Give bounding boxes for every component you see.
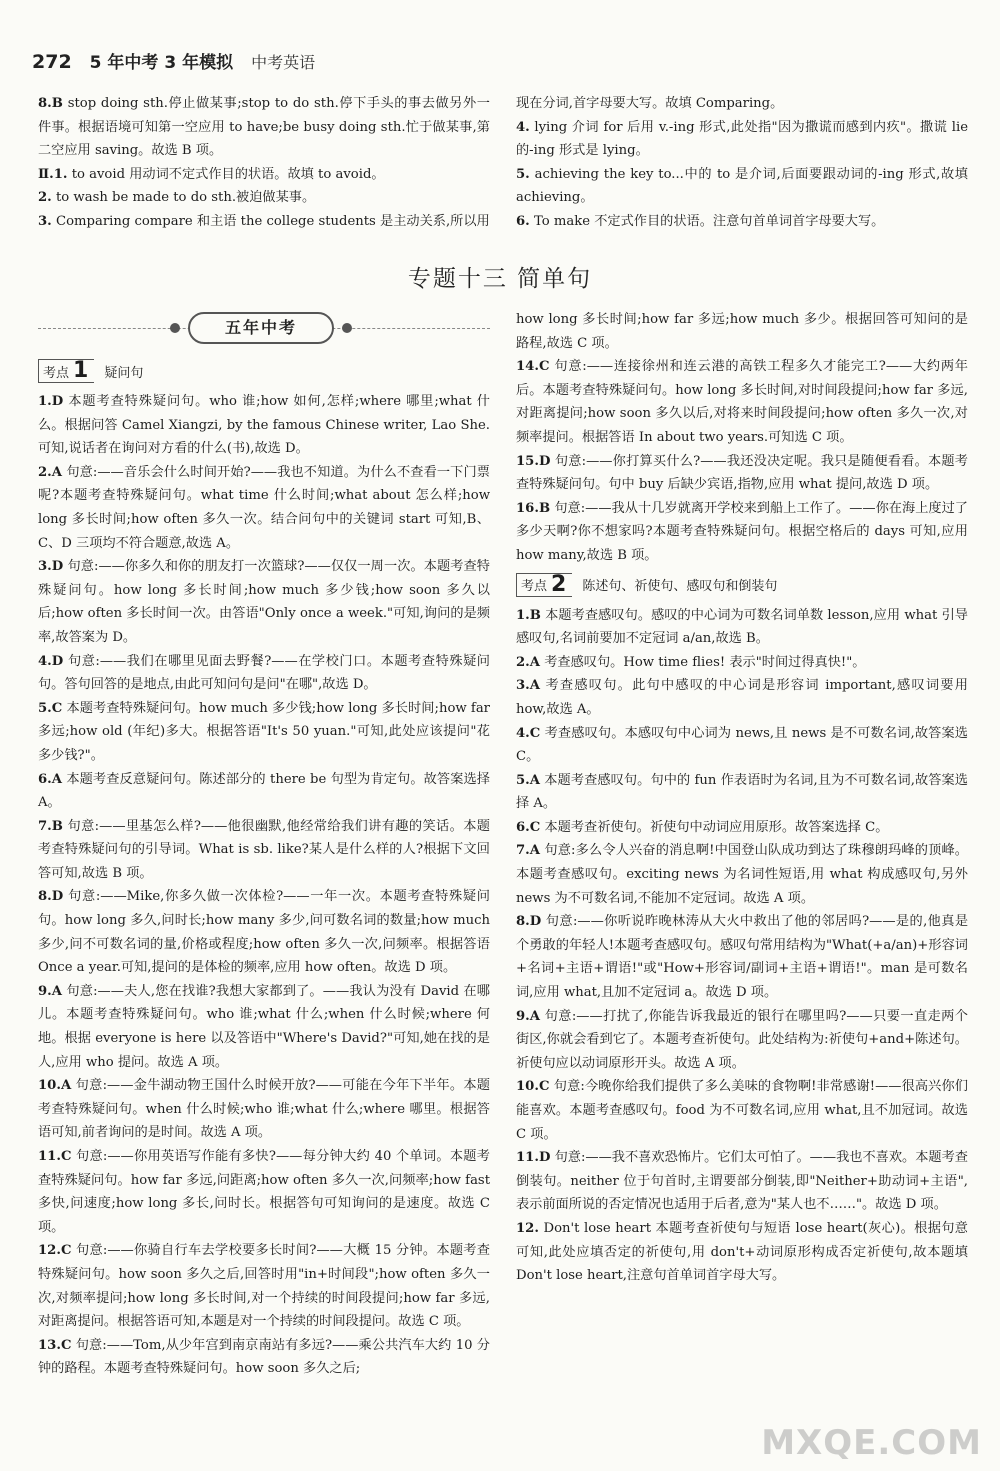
answer-text: 句意:——Tom,从少年宫到南京南站有多远?——乘公共汽车大约 10 分钟的路程。本题考查特殊疑问句。how soon 多久之后; (38, 1337, 490, 1377)
kaodian-heading-2 (516, 570, 968, 600)
answer-number: 5.C (38, 700, 63, 716)
answer-text: lying 介词 for 后用 v.-ing 形式,此处指"因为撒谎而感到内疚"。撒谎 lie 的-ing 形式是 lying。 (516, 119, 968, 159)
answer-item (38, 980, 490, 1074)
answer-text: 句意:——你听说昨晚林涛从大火中救出了他的邻居吗?——是的,他真是个勇敢的年轻人!本题考查感叹句。感叹句常用结构为"What(+a/an)+形容词+名词+主语+谓语!"或"How+形容词/副词+主语+谓语!"。man 是可数名词,应用 what,且加不定冠词 a。故选 D 项。 (516, 914, 969, 1001)
answer-item (516, 1005, 968, 1076)
answer-text: how long 多长时间;how far 多远;how much 多少。根据回答可知问的是路程,故选 C 项。 (516, 312, 968, 351)
answer-text: 考查感叹句。本感叹句中心词为 news,且 news 是不可数名词,故答案选 C。 (516, 725, 968, 765)
topic-title: 专题十三 简单句 (407, 266, 593, 292)
answer-number: 8.D (38, 889, 64, 905)
answer-number: 13.C (38, 1337, 72, 1353)
answer-number: 9.A (516, 1008, 540, 1024)
kaodian-label: 陈述句、祈使句、感叹句和倒装句 (582, 579, 778, 595)
book-subtitle: 中考英语 (251, 53, 316, 72)
page-number: 272 (32, 51, 72, 73)
kaodian-word: 考点 (521, 579, 548, 595)
answer-number: 3.D (38, 559, 64, 575)
watermark: MXQE.COM (761, 1423, 982, 1463)
answer-number: 5.A (516, 772, 540, 788)
answer-item (38, 1074, 490, 1145)
banner-dot-icon (342, 323, 352, 333)
answer-item (516, 163, 968, 210)
answer-text: 句意:——你打算买什么?——我还没决定呢。我只是随便看看。本题考查特殊疑问句。句中 buy 后缺少宾语,指物,应用 what 提问,故选 D 项。 (516, 453, 968, 493)
book-title: 5 年中考 3 年模拟 (89, 53, 234, 73)
right-items-part2 (516, 604, 968, 1288)
answer-item (516, 116, 968, 163)
kaodian-number: 2 (551, 571, 567, 597)
answer-text: To make 不定式作目的状语。注意句首单词首字母要大写。 (533, 213, 885, 229)
answer-number: 4. (516, 119, 530, 135)
answer-text: Comparing compare 和主语 the college students 是主动关系,所以用 (55, 213, 490, 229)
answer-number: Ⅱ.1. (38, 166, 68, 182)
answer-text: Don't lose heart 本题考查祈使句与短语 lose heart(灰心)。根据句意可知,此处应填否定的祈使句,用 don't+动词原形构成否定祈使句,故本题填 Don't lose heart,注意句首单词首字母大写。 (516, 1220, 968, 1284)
answer-number: 14.C (516, 359, 550, 375)
right-items-part1 (516, 308, 968, 568)
kaodian-heading-1 (38, 356, 490, 386)
answer-number: 3.A (516, 678, 540, 694)
answer-item (516, 722, 968, 769)
answer-number: 3. (38, 213, 52, 229)
answer-text: 现在分词,首字母要大写。故填 Comparing。 (516, 96, 784, 111)
answer-number: 7.B (38, 818, 63, 834)
answer-item (516, 92, 968, 116)
answer-item (38, 1239, 490, 1333)
answer-item (38, 461, 490, 555)
answer-text: 考查感叹句。How time flies! 表示"时间过得真快!"。 (544, 654, 866, 670)
answer-text: 本题考查祈使句。祈使句中动词应用原形。故答案选择 C。 (544, 819, 889, 835)
answer-text: to wash be made to do sth.被迫做某事。 (55, 190, 316, 206)
answer-text: 本题考查特殊疑问句。how much 多少钱;how long 多长时间;how far 多远;how old (年纪)多大。根据答语"It's 50 yuan."可知,此处应该提问"花多少钱?"。 (38, 700, 490, 763)
answer-number: 12. (516, 1220, 539, 1236)
answer-text: 本题考查反意疑问句。陈述部分的 there be 句型为肯定句。故答案选择 A。 (38, 771, 490, 811)
answer-number: 4.D (38, 653, 64, 669)
answer-number: 9.A (38, 983, 62, 999)
answer-number: 6.A (38, 771, 62, 787)
answer-text: 句意:今晚你给我们提供了多么美味的食物啊!非常感谢!——很高兴你们能喜欢。本题考查感叹句。food 为不可数名词,应用 what,且不加冠词。故选 C 项。 (516, 1079, 968, 1142)
answer-text: to avoid 用动词不定式作目的状语。故填 to avoid。 (71, 166, 385, 182)
answer-number: 8.D (516, 914, 542, 930)
answer-number: 12.C (38, 1243, 72, 1259)
answer-item (38, 768, 490, 815)
answer-text: 句意:——你骑自行车去学校要多长时间?——大概 15 分钟。本题考查特殊疑问句。how soon 多久之后,回答时用"in+时间段";how often 多久一次,对频率提问;how long 多长时间,对一个持续的时间段提问;how far 多远,对距离提问。根据答语可知,本题是对一个持续的时间段提问。故选 C 项。 (38, 1243, 490, 1330)
answer-number: 10.C (516, 1079, 550, 1095)
answer-text: 本题考查感叹句。感叹的中心词为可数名词单数 lesson,应用 what 引导感叹句,名词前要加不定冠词 a/an,故选 B。 (516, 607, 968, 647)
top-right-column (516, 92, 968, 234)
answer-item (516, 910, 968, 1004)
answer-text: 句意:——打扰了,你能告诉我最近的银行在哪里吗?——只要一直走两个街区,你就会看到它了。本题考查祈使句。此处结构为:祈使句+and+陈述句。祈使句应以动词原形开头。故选 A 项。 (516, 1008, 968, 1071)
answer-text: 句意:——里基怎么样?——他很幽默,他经常给我们讲有趣的笑话。本题考查特殊疑问句的引导词。What is sb. like?某人是什么样的人?根据下文回答可知,故选 B 项。 (38, 818, 490, 881)
kaodian-word: 考点 (43, 365, 70, 381)
answer-item (516, 355, 968, 449)
banner-dot-icon (170, 323, 180, 333)
answer-number: 8.B (38, 96, 63, 111)
answer-item (516, 210, 968, 234)
answer-number: 2. (38, 190, 52, 206)
answer-item (516, 839, 968, 910)
kaodian-box (38, 359, 94, 383)
answer-item (38, 885, 490, 979)
answer-item (516, 1075, 968, 1146)
section-banner (38, 312, 490, 342)
answer-number: 11.D (516, 1150, 551, 1166)
answer-item (38, 697, 490, 768)
banner-label: 五年中考 (188, 312, 334, 344)
answer-number: 5. (516, 166, 530, 182)
answer-text: 本题考查感叹句。句中的 fun 作表语时为名词,且为不可数名词,故答案选择 A。 (516, 772, 968, 812)
answer-item (516, 769, 968, 816)
answer-item (38, 1334, 490, 1381)
left-column (38, 354, 490, 1381)
answer-text: 句意:——我不喜欢恐怖片。它们太可怕了。——我也不喜欢。本题考查倒装句。neither 位于句首时,主谓要部分倒装,即"Neither+助动词+主语",表示前面所说的否定情况也适用于后者,意为"某人也不……"。故选 D 项。 (516, 1150, 968, 1213)
answer-text: 句意:——我们在哪里见面去野餐?——在学校门口。本题考查特殊疑问句。答句回答的是地点,由此可知问句是问"在哪",故选 D。 (38, 653, 490, 693)
answer-number: 10.A (38, 1078, 72, 1094)
answer-item (38, 555, 490, 649)
answer-text: stop doing sth.停止做某事;stop to do sth.停下手头的事去做另外一件事。根据语境可知第一空应用 to have;be busy doing sth.忙于做某事,第二空应用 saving。故选 B 项。 (38, 96, 490, 159)
kaodian-box (516, 573, 572, 597)
answer-number: 11.C (38, 1149, 72, 1164)
answer-item (38, 92, 490, 163)
answer-text: 考查感叹句。此句中感叹的中心词是形容词 important,感叹词要用 how,故选 A。 (516, 678, 968, 717)
answer-number: 2.A (516, 654, 540, 670)
answer-text: 本题考查特殊疑问句。who 谁;how 如何,怎样;where 哪里;what 什么。根据问答 Camel Xiangzi, by the famous Chinese writer, Lao She.可知,说话者在询问对方看的什么(书),故选 D。 (38, 394, 490, 457)
answer-item (516, 651, 968, 675)
answer-number: 1.B (516, 607, 541, 623)
answer-text: 句意:——你用英语写作能有多快?——每分钟大约 40 个单词。本题考查特殊疑问句。how far 多远,问距离;how often 多久一次,问频率;how fast 多快,问速度;how long 多长,问时长。根据答句可知询问的是速度。故选 C 项。 (38, 1149, 490, 1235)
answer-item (38, 390, 490, 461)
answer-item (516, 308, 968, 355)
answer-number: 15.D (516, 453, 551, 469)
answer-text: 句意:多么令人兴奋的消息啊!中国登山队成功到达了珠穆朗玛峰的顶峰。本题考查感叹句。exciting news 为名词性短语,用 what 构成感叹句,另外 news 为不可数名词,不能加不定冠词。故选 A 项。 (516, 843, 968, 906)
answer-item (38, 1145, 490, 1239)
answer-item (516, 816, 968, 840)
page-header (32, 48, 972, 78)
answer-item (516, 604, 968, 651)
answer-number: 7.A (516, 843, 540, 859)
answer-text: 句意:——我从十几岁就离开学校来到船上工作了。——你在海上度过了多少天啊?你不想家吗?本题考查特殊疑问句。根据空格后的 days 可知,应用 how many,故选 B 项。 (516, 500, 968, 563)
answer-item (38, 815, 490, 886)
left-items (38, 390, 490, 1381)
answer-number: 16.B (516, 500, 551, 516)
answer-item (38, 210, 490, 234)
answer-text: achieving the key to...中的 to 是介词,后面要跟动词的-ing 形式,故填 achieving。 (516, 166, 968, 206)
answer-item (516, 1217, 968, 1288)
answer-number: 2.A (38, 464, 62, 480)
answer-number: 1.D (38, 394, 64, 409)
answer-number: 6. (516, 213, 530, 229)
answer-number: 6.C (516, 819, 541, 835)
right-column (516, 308, 968, 1288)
answer-text: 句意:——金牛湖动物王国什么时候开放?——可能在今年下半年。本题考查特殊疑问句。when 什么时候;who 谁;what 什么;where 哪里。根据答语可知,前者询问的是时间。故选 A 项。 (38, 1078, 490, 1141)
answer-text: 句意:——连接徐州和连云港的高铁工程多久才能完工?——大约两年后。本题考查特殊疑问句。how long 多长时间,对时间段提问;how far 多远,对距离提问;how soon 多久以后,对将来时间段提问;how often 多久一次,对频率提问。根据答语 In about two years.可知选 C 项。 (516, 359, 968, 445)
top-left-column (38, 92, 490, 234)
answer-item (516, 497, 968, 568)
answer-item (516, 1146, 968, 1217)
answer-number: 4.C (516, 725, 541, 741)
answer-text: 句意:——音乐会什么时间开始?——我也不知道。为什么不查看一下门票呢?本题考查特殊疑问句。what time 什么时间;what about 怎么样;how long 多长时间;how often 多久一次。结合问句中的关键词 start 可知,B、C、D 三项均不符合题意,故选 A。 (38, 464, 490, 551)
kaodian-number: 1 (73, 358, 89, 383)
answer-item (38, 163, 490, 187)
answer-text: 句意:——你多久和你的朋友打一次篮球?——仅仅一周一次。本题考查特殊疑问句。how long 多长时间;how much 多少钱;how soon 多久以后;how often 多长时间一次。由答语"Only once a week."可知,询问的是频率,故答案为 D。 (38, 559, 490, 645)
answer-item (516, 674, 968, 721)
answer-item (38, 186, 490, 210)
answer-item (38, 650, 490, 697)
answer-item (516, 450, 968, 497)
kaodian-label: 疑问句 (104, 365, 144, 381)
answer-text: 句意:——Mike,你多久做一次体检?——一年一次。本题考查特殊疑问句。how long 多久,问时长;how many 多少,问可数名词的数量;how much 多少,问不可数名词的量,价格或程度;how often 多久一次,问频率。根据答语 Once a year.可知,提问的是体检的频率,应用 how often。故选 D 项。 (38, 889, 490, 976)
answer-text: 句意:——夫人,您在找谁?我想大家都到了。——我认为没有 David 在哪儿。本题考查特殊疑问句。who 谁;what 什么;when 什么时候;where 何地。根据 everyone is here 以及答语中"Where's David?"可知,她在找的是人,应用 who 提问。故选 A 项。 (38, 983, 490, 1070)
